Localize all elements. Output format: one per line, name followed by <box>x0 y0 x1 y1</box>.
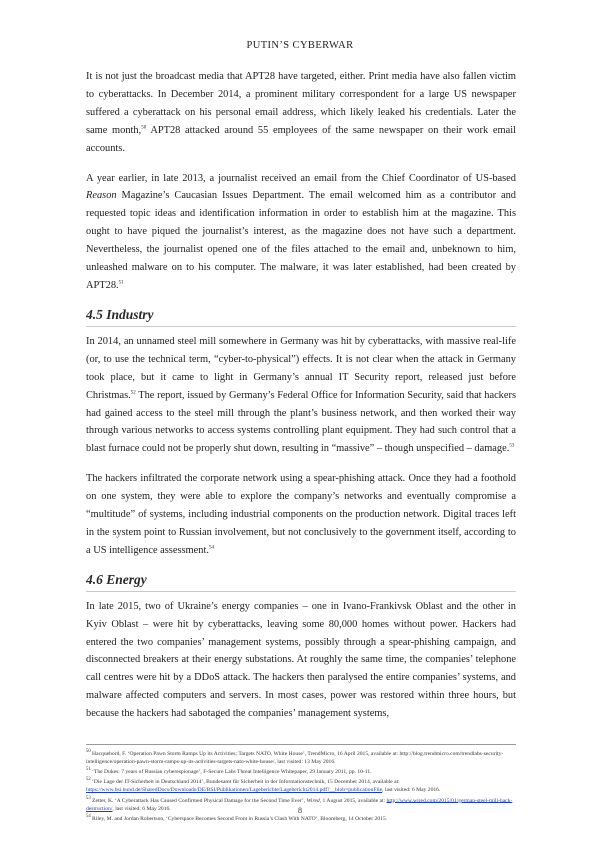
footnote-number: 51 <box>86 767 91 773</box>
paragraph <box>86 333 516 458</box>
footnote-number: 52 <box>86 777 91 783</box>
text-run: It is not just the broadcast media that APT28 have targeted, either. Print media have also fallen victim to cyberattacks. In December 2014, a prominent military correspondent for a large US newspaper suffered a cyberattack on his personal email address, which likely leaked his credentials. Later the same month, <box>86 71 516 136</box>
footnote-text: Hacquebord, F. ‘Operation Pawn Storm Ramps Up its Activities; Targets NATO, White House’, TrendMicro, 16 April 2015, available at: http://blog.trendmicro.com/trendlabs-security-intelligence/operation-pawn-storm-ramps-up-its-activities-targets-nato-white-house/, last visited: 13 May 2016. <box>86 750 504 766</box>
footnote-link[interactable]: https://www.bsi.bund.de/SharedDocs/Downloads/DE/BSI/Publikationen/Lageberichte/Lagebericht2014.pdf?__blob=publicationFile <box>86 787 383 794</box>
footnote-ref[interactable]: 53 <box>509 443 515 449</box>
body-text <box>86 68 516 735</box>
magazine-name: Reason <box>86 190 117 202</box>
footnote <box>86 766 516 776</box>
publication-name: Wired <box>306 797 320 804</box>
text-run: The hackers infiltrated the corporate network using a spear-phishing attack. Once they had a foothold on one system, they were able to explore the company’s networks and eventually compromise a “multitude” of systems, including industrial components on the production network. Digital traces left in the system point to Russian involvement, but not conclusively to the government itself, according to a US intelligence assessment. <box>86 473 516 556</box>
footnote-text: , last visited: 6 May 2016. <box>112 805 171 812</box>
section-heading-industry: 4.5 Industry <box>86 307 516 327</box>
footnote-number: 54 <box>86 813 91 819</box>
page-number: 8 <box>298 806 302 815</box>
footnote-number: 53 <box>86 795 91 801</box>
section-heading-energy: 4.6 Energy <box>86 572 516 592</box>
text-run: APT28 attacked around 55 employees of the same newspaper on their work email accounts. <box>86 124 516 154</box>
paragraph <box>86 68 516 158</box>
footnote-ref[interactable]: 50 <box>141 125 147 131</box>
footnote-ref[interactable]: 54 <box>208 545 214 551</box>
footnote-ref[interactable]: 52 <box>130 390 136 396</box>
footnote-text: , 1 August 2015, available at: <box>319 797 387 804</box>
footnote-number: 50 <box>86 749 91 754</box>
text-run: The report, issued by Germany’s Federal Office for Information Security, said that hackers had gained access to the steel mill through the plant’s business network, and then worked their way through various networks to access systems controlling plant equipment. They had such control that a blast furnace could not be properly shut down, resulting in “massive” – though unspecified – damage. <box>86 389 516 455</box>
footnote-ref[interactable]: 51 <box>118 280 124 286</box>
footnote-link[interactable]: http://www.wired.com/2015/01/german-steel-mill-hack-destruction/ <box>86 797 513 812</box>
footnote <box>86 776 516 794</box>
footnote-text: Zetter, K. ‘A Cyberattack Has Caused Confirmed Physical Damage for the Second Time Ever’, <box>90 797 307 804</box>
footnote-text: Riley, M. and Jordan Robertson, ‘Cyberspace Becomes Second Front in Russia’s Clash With NATO’, Bloomberg, 14 October 2015. <box>90 815 388 822</box>
paragraph: In late 2015, two of Ukraine’s energy companies – one in Ivano-Frankivsk Oblast and the other in Kyiv Oblast – were hit by cyberattacks, leaving some 80,000 homes without power. Hackers had entered the two companies’ management systems, possibly through a spear-phishing campaign, and disconnected breakers at their energy substations. At roughly the same time, the companies’ telephone call centres were hit by a DDoS attack. The hackers then paralysed the entire companies’ systems, and malware affected computers and servers. In most cases, power was restored within three hours, but because the hackers had sabotaged the companies’ management systems, <box>86 600 516 720</box>
running-header: PUTIN’S CYBERWAR <box>246 40 354 51</box>
paragraph <box>86 470 516 560</box>
paragraph <box>86 170 516 295</box>
text-run: Magazine’s Caucasian Issues Department. The email welcomed him as a contributor and requested topic ideas and identification information in order to establish him at the magazine. This ought to have piqued the journalist’s interest, as the magazine does not have such a department. Nevertheless, the journalist opened one of the files attached to the email and, unbeknown to him, unleashed malware on to his computer. The malware, it was later established, had been created by APT28. <box>86 190 516 291</box>
footnote-text: ‘The Dukes: 7 years of Russian cyberespionage’, F-Secure Labs Threat Intelligence Whitepaper, 29 January 2011, pp. 10-11. <box>90 769 372 776</box>
footnote-text: ‘Die Lage der IT-Sicherheit in Deutschland 2014’, Bundesamt für Sicherheit in der Informationstechnik, 15 December 2014, available at: <box>90 779 400 786</box>
footnote-text: , last visited: 6 May 2016. <box>382 787 441 794</box>
text-run: A year earlier, in late 2013, a journalist received an email from the Chief Coordinator of US-based <box>86 172 516 184</box>
footnote <box>86 748 516 766</box>
text-run: In 2014, an unnamed steel mill somewhere in Germany was hit by cyberattacks, with massive real-life (or, to use the technical term, “cyber-to-physical”) effects. It is not clear when the attack in Germany took place, but it came to light in Germany’s annual IT Security report, released just before Christmas. <box>86 335 516 401</box>
